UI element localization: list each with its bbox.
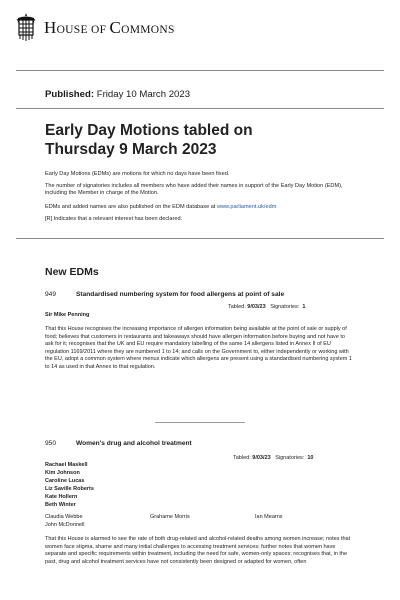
signatories-label: Signatories: — [275, 455, 305, 461]
supporting-member: Grahame Morris — [150, 514, 190, 520]
signatories-count: 1 — [302, 304, 306, 310]
house-title-c: C — [109, 18, 122, 37]
motion-text: That this House is alarmed to see the rate of both drug-related and alcohol-related deaths among women increase; notes that women face stigma, shame and many initial challenges to accessing treatment services; further notes that women have separate and specific requirements within treatment, including the need for safe, women-only spaces; recognises that, in the past, drug and alcohol treatment services have not consistently been designed or adapted for women, often — [45, 536, 351, 565]
tabled-date: 9/03/23 — [252, 455, 271, 461]
house-title-ouse: OUSE — [56, 24, 88, 36]
intro-paragraph-4: [R] Indicates that a relevant interest has been declared. — [45, 216, 183, 222]
intro-rule — [16, 238, 384, 239]
section-heading: New EDMs — [45, 266, 99, 278]
edm-database-link[interactable]: www.parliament.uk/edm — [216, 204, 277, 210]
edm-number: 950 — [45, 440, 57, 447]
intro-paragraph-3-text: EDMs and added names are also published on the EDM database at — [45, 204, 217, 210]
edm-number: 949 — [45, 291, 57, 298]
lead-member: Liz Saville Roberts — [45, 486, 94, 492]
supporting-member: Claudia Webbe — [45, 514, 83, 520]
supporting-member: Ian Mearns — [255, 514, 283, 520]
lead-member: Kate Hollern — [45, 494, 78, 500]
motion-text: That this House recognises the increasing importance of allergen information being available at the point of sale or supply of food; believes that customers in restaurants and takeaways should have allergen information before buying and not have to ask for it; recognises that the UK and EU require mandatory labelling of the same 14 allergens listed in Annex II of EU regulation 1169/2011 where they are numbered 1 to 14; and calls on the Government to, either independently or working with the EU, adopt a common system where menus indicate which allergens are present using a standardised numbering system 1 to 14 as used in that Annex to that regulation. — [45, 326, 352, 370]
page-title-line-2: Thursday 9 March 2023 — [45, 141, 217, 158]
intro-paragraph-3 — [45, 204, 365, 211]
intro-paragraph-1: Early Day Motions (EDMs) are motions for which no days have been fixed. — [45, 171, 230, 177]
page-title — [45, 121, 365, 159]
published-date: Friday 10 March 2023 — [94, 89, 191, 100]
intro-paragraph-2: The number of signatories includes all members who have added their names in support of the Early Day Motion (EDM), including the Member in charge of the Motion. — [45, 183, 343, 197]
house-of-commons-title — [44, 18, 175, 38]
house-title-of: OF — [87, 24, 110, 36]
signatories-count: 10 — [307, 455, 314, 461]
page-title-line-1: Early Day Motions tabled on — [45, 122, 253, 139]
published-rule — [16, 108, 384, 109]
lead-member: Caroline Lucas — [45, 478, 85, 484]
edm-separator — [155, 422, 245, 423]
tabled-date: 9/03/23 — [247, 304, 266, 310]
house-title-ommons: OMMONS — [121, 24, 175, 36]
portcullis-logo-icon — [16, 12, 36, 42]
lead-member: Rachael Maskell — [45, 462, 88, 468]
house-title-h: H — [44, 18, 57, 37]
published-line — [45, 89, 190, 100]
edm-tabled-info — [228, 304, 305, 310]
edm-tabled-info — [233, 455, 313, 461]
published-label: Published: — [45, 89, 95, 100]
header-rule — [16, 70, 384, 71]
lead-member: Beth Winter — [45, 502, 76, 508]
signatories-label: Signatories: — [270, 304, 300, 310]
edm-title: Women's drug and alcohol treatment — [76, 440, 192, 447]
edm-title: Standardised numbering system for food allergens at point of sale — [76, 291, 285, 298]
tabled-label: Tabled: — [233, 455, 251, 461]
lead-member: Kim Johnson — [45, 470, 80, 476]
supporting-member: John McDonnell — [45, 522, 85, 528]
tabled-label: Tabled: — [228, 304, 246, 310]
lead-member: Sir Mike Penning — [45, 312, 90, 318]
